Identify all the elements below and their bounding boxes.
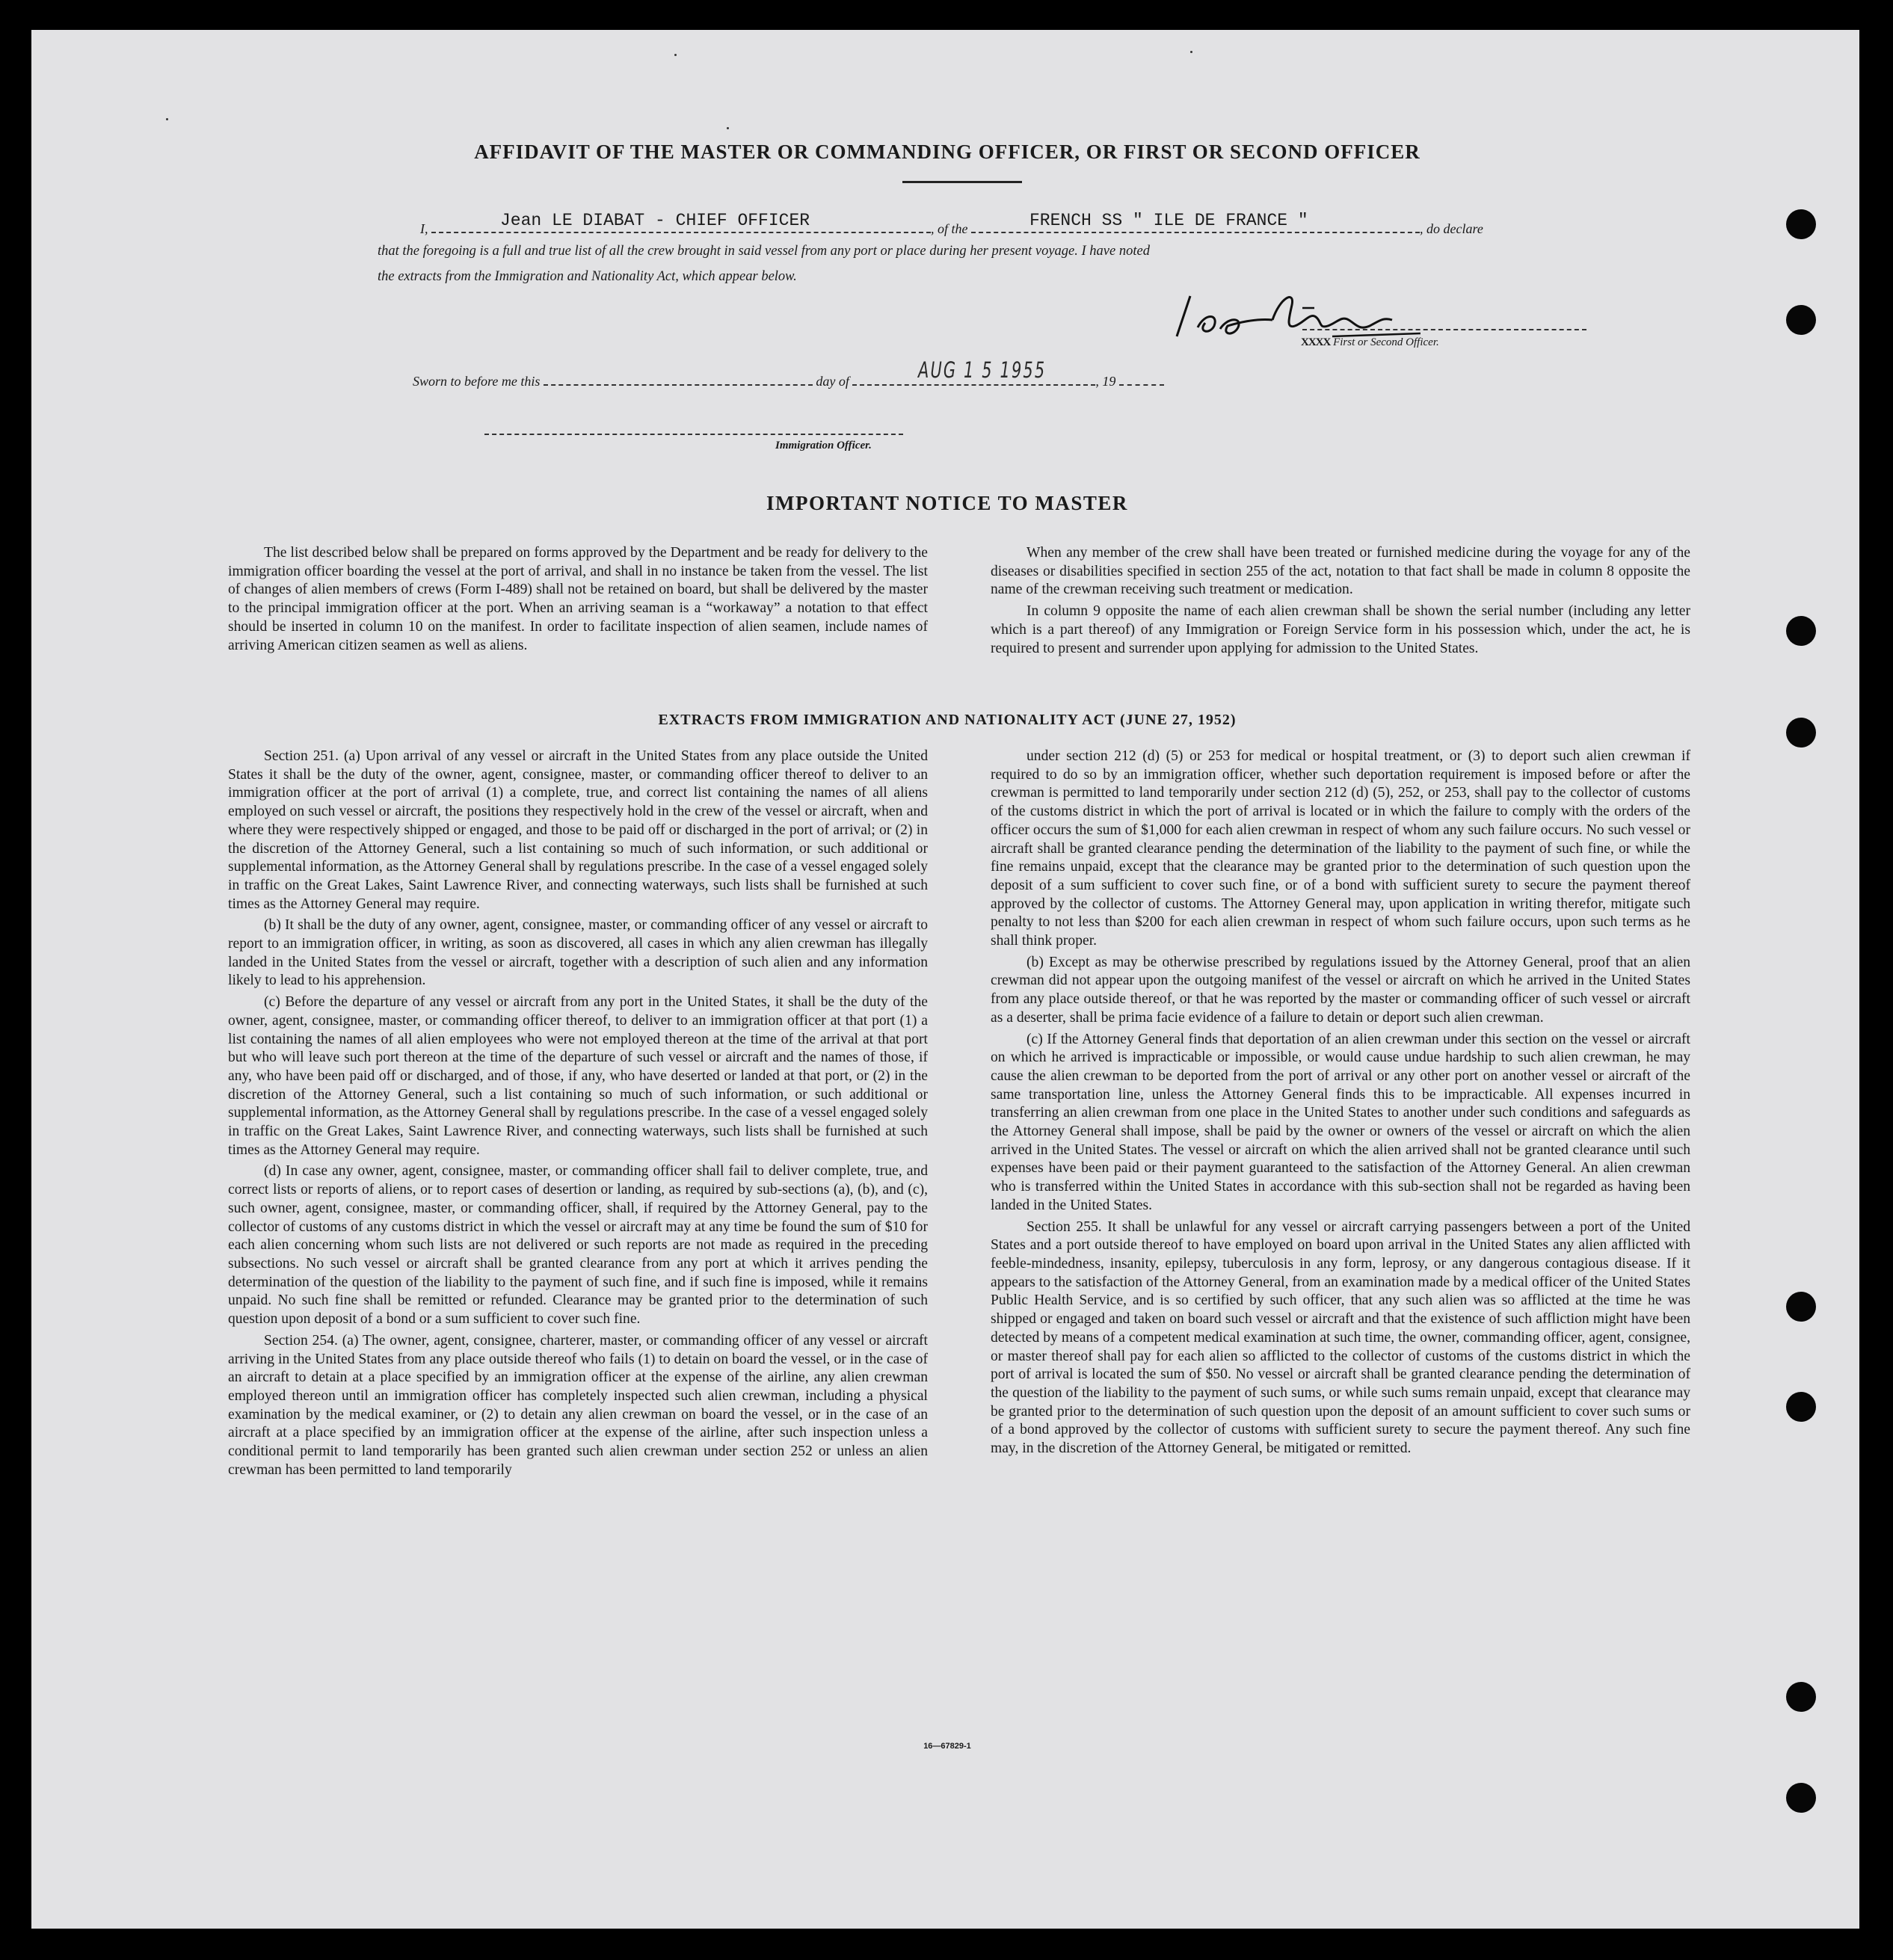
- form-number: 16—67829-1: [923, 1742, 971, 1751]
- name-blank: [431, 211, 931, 233]
- speck: [674, 54, 677, 56]
- title-rule: [902, 181, 1022, 183]
- declaration-line-1: that the foregoing is a full and true list of all the crew brought in said vessel from any port or place during her present voyage. I have noted: [378, 244, 1150, 259]
- vessel-name: FRENCH SS " ILE DE FRANCE ": [1029, 211, 1308, 230]
- officer-signature-line: [1302, 329, 1586, 330]
- paragraph: (d) In case any owner, agent, consignee, master, or commanding officer shall fail to deliver complete, true, and correct lists or reports of aliens, or to report cases of desertion or landing, as required by sub-sections (a), (b), and (c), such owner, agent, consignee, master, or commanding officer, shall, if required by the Attorney General, pay to the collector of customs of any customs district in which the vessel or aircraft may at any time be found the sum of $10 for each alien concerning whom such lists are not delivered or such reports are not made as required in the preceding subsections. No such vessel or aircraft shall be granted clearance from any port at which it arrives pending the determination of the question of the liability to the payment of such fine, and if such fine is imposed, while it remains unpaid. No such fine shall be remitted or refunded. Clearance may be granted prior to the determination of such question upon deposit of a bond or a sum sufficient to cover such fine.: [228, 1163, 928, 1328]
- year-blank: [1119, 368, 1164, 386]
- speck: [166, 118, 168, 120]
- i-prefix: I,: [420, 221, 428, 236]
- officer-caption-text: First or Second Officer.: [1333, 336, 1439, 348]
- stamped-date: AUG 1 5 1955: [918, 357, 1047, 383]
- sworn-month-blank: [852, 357, 1095, 386]
- extracts-right-column: [991, 748, 1690, 1458]
- paragraph: (c) Before the departure of any vessel or aircraft from any port in the United States, it shall be the duty of the owner, agent, consignee, master, or commanding officer thereof, to deliver to an immigration officer at that port (1) a list containing the names of all alien employees who were not employed thereon at the time of the arrival at that port but who will leave such port thereon at the time of the departure of such vessel or aircraft and the names of those, if any, who have been paid off or discharged, and of those, if any, who have deserted or landed at that port, or (2) in the discretion of the Attorney General, such a list containing so much of such information, or such additional or supplemental information, as the Attorney General shall by regulations prescribe. In the case of a vessel engaged solely in traffic on the Great Lakes, Saint Lawrence River, and connecting waterways, such lists shall be furnished at such times as the Attorney General may require.: [228, 994, 928, 1158]
- notice-title: IMPORTANT NOTICE TO MASTER: [766, 492, 1128, 514]
- extracts-title: EXTRACTS FROM IMMIGRATION AND NATIONALITY ACT (JUNE 27, 1952): [658, 712, 1237, 728]
- notice-left-column: [228, 544, 928, 655]
- year-prefix: , 19: [1095, 374, 1116, 389]
- declaration-line-2: the extracts from the Immigration and Nationality Act, which appear below.: [378, 269, 797, 284]
- sworn-day-blank: [544, 368, 813, 386]
- vessel-blank: [971, 211, 1420, 233]
- paragraph: under section 212 (d) (5) or 253 for medical or hospital treatment, or (3) to deport such alien crewman if required to do so by an immigration officer, whether such deportation requirement is imposed before or after the crewman is permitted to land temporarily under section 212 (d) (5), 252, or 253, shall pay to the collector of customs of the customs district in which the port of arrival is located or in which the failure to comply with the orders of the officer occurs the sum of $1,000 for each alien crewman in respect of whom any such failure occurs. No such vessel or aircraft shall be granted clearance pending the determination of the liability to the payment of such fine, or while the fine remains unpaid, except that the clearance may be granted prior to the determination of such question upon the deposit of a sum sufficient to cover such fine, or of a bond with sufficient surety to secure the payment thereof approved by the collector of customs. The Attorney General may, upon application in writing therefor, mitigate such penalty to not less than $200 for each alien crewman in respect of whom such failure occurs, upon such terms as he shall think proper.: [991, 748, 1690, 949]
- immigration-officer-caption: Immigration Officer.: [775, 440, 872, 452]
- paragraph: (b) It shall be the duty of any owner, agent, consignee, master, or commanding officer of any vessel or aircraft to report to an immigration officer, in writing, as soon as discovered, all cases in which any alien crewman has illegally landed in the United States from the vessel or aircraft, together with a description of such alien and any information likely to lead to his apprehension.: [228, 917, 928, 989]
- paragraph: Section 254. (a) The owner, agent, consignee, charterer, master, or commanding officer of any vessel or aircraft arriving in the United States from any place outside thereof who fails (1) to detain on board the vessel, or in the case of an aircraft to detain at a place specified by an immigration officer at the expense of the airline, any alien crewman employed thereon until an immigration officer has completely inspected such alien crewman, including a physical examination by the medical examiner, or (2) to detain any alien crewman on board the vessel, or in the case of an aircraft at a place specified by an immigration officer at the expense of the airline, after such inspection unless a conditional permit to land temporarily has been granted such alien crewman under section 252 or unless an alien crewman has been permitted to land temporarily: [228, 1332, 928, 1478]
- struck-word-1: XXXX: [1301, 336, 1331, 348]
- sworn-line: [413, 357, 1164, 389]
- affidavit-line-1: [420, 211, 1483, 237]
- paragraph: Section 255. It shall be unlawful for any vessel or aircraft carrying passengers between a port of the United States and a port outside thereof to have employed on board upon arrival in the United States any alien afflicted with feeble-mindedness, insanity, epilepsy, tuberculosis in any form, leprosy, or any dangerous contagious disease. If it appears to the satisfaction of the Attorney General, from an examination made by a medical officer of the United States Public Health Service, and is so certified by such officer, that any such alien was so afflicted at the time he was shipped or engaged and taken on board such vessel or aircraft and that the existence of such affliction might have been detected by means of a competent medical examination at such time, the owner, commanding officer, agent, consignee, or master thereof shall pay for each alien so afflicted to the collector of customs of the customs district in which the port of arrival is located the sum of $50. No vessel or aircraft shall be granted clearance pending the determination of the question of the liability to the payment of such sums, or while such sums remain unpaid, except that clearance may be granted prior to the determination of such question upon the deposit of an amount sufficient to cover such sums or of a bond approved by the collector of customs with sufficient surety to secure the payment thereof. Any such fine may, in the discretion of the Attorney General, be mitigated or remitted.: [991, 1218, 1690, 1457]
- sworn-prefix: Sworn to before me this: [413, 374, 541, 389]
- paragraph: (b) Except as may be otherwise prescribed by regulations issued by the Attorney General, proof that an alien crewman did not appear upon the outgoing manifest of the vessel or aircraft on which he arrived in the United States from any place outside thereof, or that he was reported by the master or commanding officer of such vessel or aircraft as a deserter, shall be prima facie evidence of a failure to detain or deport such alien crewman.: [991, 954, 1690, 1026]
- punch-hole: [1786, 1292, 1816, 1322]
- paragraph: (c) If the Attorney General finds that deportation of an alien crewman under this section on the vessel or aircraft on which he arrived is impracticable or impossible, or would cause undue hardship to such alien crewman, he may cause the alien crewman to be deported from the port of arrival or any other port on another vessel or aircraft of the same transportation line, unless the Attorney General finds this to be impracticable. All expenses incurred in transferring an alien crewman from one place in the United States to another under such conditions and safeguards as the Attorney General shall impose, shall be paid by the owner or owners of the vessel or aircraft on which the alien arrived in the United States. The vessel or aircraft on which the alien arrived shall not be granted clearance until such expenses have been paid or their payment guaranteed to the satisfaction of the Attorney General. An alien crewman who is transferred within the United States in accordance with this sub-section shall not be regarded as having been landed in the United States.: [991, 1031, 1690, 1213]
- day-of-label: day of: [816, 374, 849, 389]
- punch-hole: [1786, 209, 1816, 239]
- notice-right-column: [991, 544, 1690, 658]
- paragraph: In column 9 opposite the name of each alien crewman shall be shown the serial number (including any letter which is a part thereof) of any Immigration or Foreign Service form in his possession which, under the act, he is required to present and surrender upon applying for admission to the United States.: [991, 603, 1690, 656]
- speck: [1190, 51, 1192, 53]
- punch-hole: [1786, 1392, 1816, 1422]
- officer-name: Jean LE DIABAT - CHIEF OFFICER: [500, 211, 810, 230]
- punch-hole: [1786, 616, 1816, 646]
- document-page: [31, 30, 1859, 1929]
- officer-caption: [1301, 336, 1439, 349]
- paragraph: Section 251. (a) Upon arrival of any vessel or aircraft in the United States from any place outside the United States it shall be the duty of the owner, agent, consignee, master, or commanding officer thereof to deliver to an immigration officer at the port of arrival (1) a complete, true, and correct list containing the names of all aliens employed on such vessel or aircraft, the positions they respectively hold in the crew of the vessel or aircraft, when and where they were respectively shipped or engaged, and those to be paid off or discharged in the port of arrival; or (2) in the discretion of the Attorney General, such a list containing so much of such information, or such additional or supplemental information, as the Attorney General shall by regulations prescribe. In the case of a vessel engaged solely in traffic on the Great Lakes, Saint Lawrence River, and connecting waterways, such lists shall be furnished at such times as the Attorney General may require.: [228, 748, 928, 912]
- immigration-officer-line: [484, 434, 903, 435]
- of-the-label: , of the: [931, 221, 968, 236]
- punch-hole: [1786, 305, 1816, 335]
- speck: [727, 127, 729, 129]
- extracts-left-column: [228, 748, 928, 1479]
- affidavit-title: AFFIDAVIT OF THE MASTER OR COMMANDING OFFICER, OR FIRST OR SECOND OFFICER: [474, 141, 1420, 163]
- punch-hole: [1786, 1783, 1816, 1813]
- do-declare-label: , do declare: [1420, 221, 1483, 236]
- punch-hole: [1786, 1682, 1816, 1712]
- paragraph: When any member of the crew shall have been treated or furnished medicine during the voyage for any of the diseases or disabilities specified in section 255 of the act, notation to that fact shall be made in column 8 opposite the name of the crewman receiving such treatment or medication.: [991, 545, 1690, 598]
- paragraph: The list described below shall be prepared on forms approved by the Department and be ready for delivery to the immigration officer boarding the vessel at the port of arrival, and shall in no instance be taken from the vessel. The list of changes of alien members of crews (Form I-489) shall not be retained on board, but shall be delivered by the master to the principal immigration officer at the port. When an arriving seaman is a “workaway” a notation to that effect should be inserted in column 10 on the manifest. In order to facilitate inspection of alien seamen, include names of arriving American citizen seamen as well as aliens.: [228, 545, 928, 653]
